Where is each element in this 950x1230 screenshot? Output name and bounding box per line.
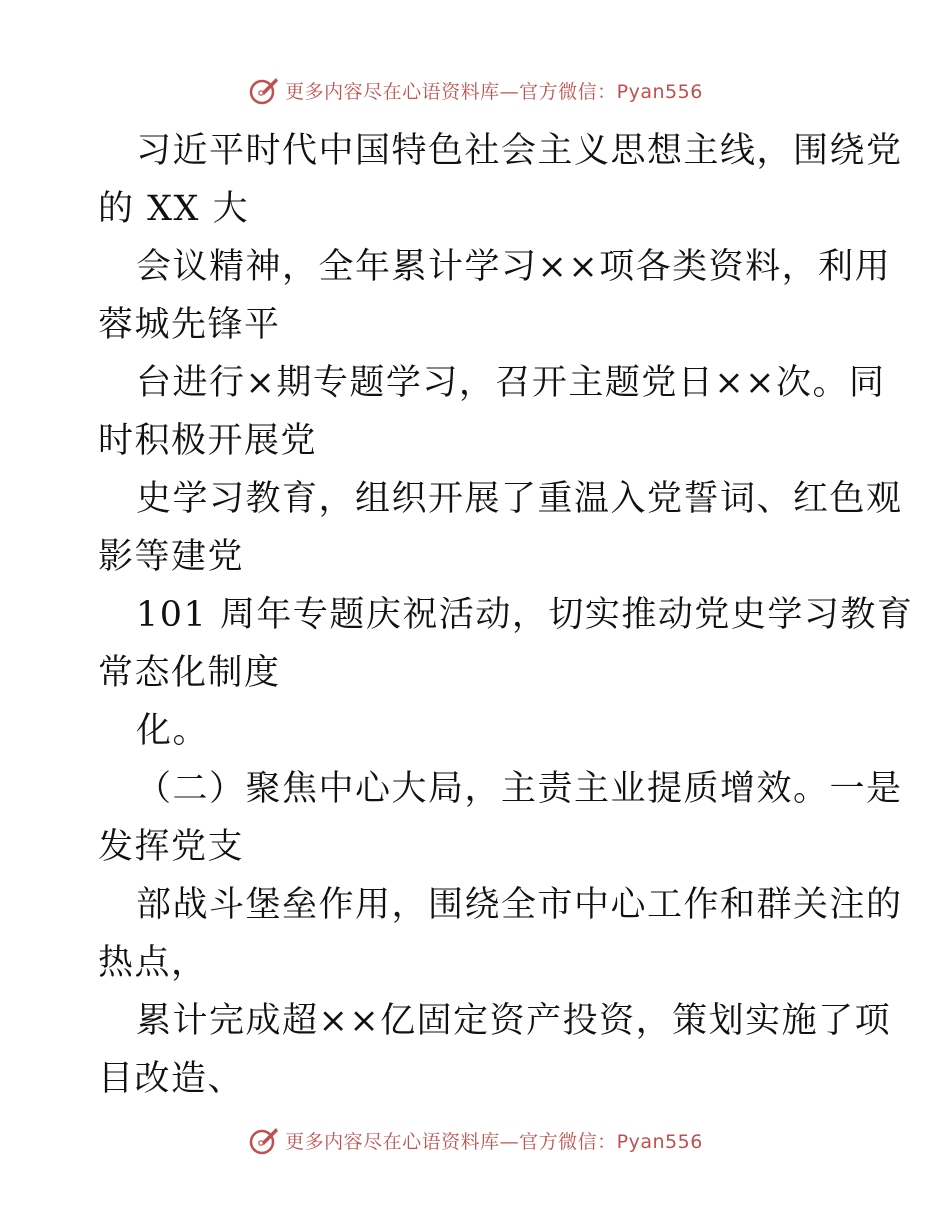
watermark-handle: Pyan556 — [616, 80, 703, 103]
text-line: 热点， — [98, 943, 208, 983]
text-line: 101 周年专题庆祝活动，切实推动党史学习教育 — [136, 595, 914, 635]
pen-nib-logo-icon — [247, 1123, 281, 1157]
header-watermark — [0, 70, 950, 110]
text-line: 台进行×期专题学习，召开主题党日××次。同 — [136, 363, 886, 403]
text-line: 部战斗堡垒作用，围绕全市中心工作和群关注的 — [136, 885, 903, 925]
text-line: 习近平时代中国特色社会主义思想主线，围绕党 — [136, 131, 903, 171]
text-line: 时积极开展党 — [98, 421, 318, 461]
text-line: 发挥党支 — [98, 827, 245, 867]
watermark-site-text: 更多内容尽在心语资料库—官方微信： — [285, 80, 617, 103]
text-line: 会议精神，全年累计学习××项各类资料，利用 — [136, 247, 892, 287]
watermark-text — [285, 77, 703, 104]
footer-watermark — [0, 1120, 950, 1160]
text-line: 常态化制度 — [98, 653, 281, 693]
text-line: 影等建党 — [98, 537, 245, 577]
text-line: 化。 — [136, 711, 210, 751]
text-line: 史学习教育，组织开展了重温入党誓词、红色观 — [136, 479, 903, 519]
document-body — [98, 122, 914, 1108]
pen-nib-logo-icon — [247, 73, 281, 107]
text-line: 目改造、 — [98, 1059, 245, 1099]
text-line: 蓉城先锋平 — [98, 305, 281, 345]
text-line: 累计完成超××亿固定资产投资，策划实施了项 — [136, 1001, 892, 1041]
text-line: 的 XX 大 — [98, 189, 250, 229]
watermark-site-text: 更多内容尽在心语资料库—官方微信： — [285, 1130, 617, 1153]
watermark-handle: Pyan556 — [616, 1130, 703, 1153]
watermark-text — [285, 1127, 703, 1154]
section-heading-line: （二）聚焦中心大局，主责主业提质增效。一是 — [136, 769, 903, 809]
